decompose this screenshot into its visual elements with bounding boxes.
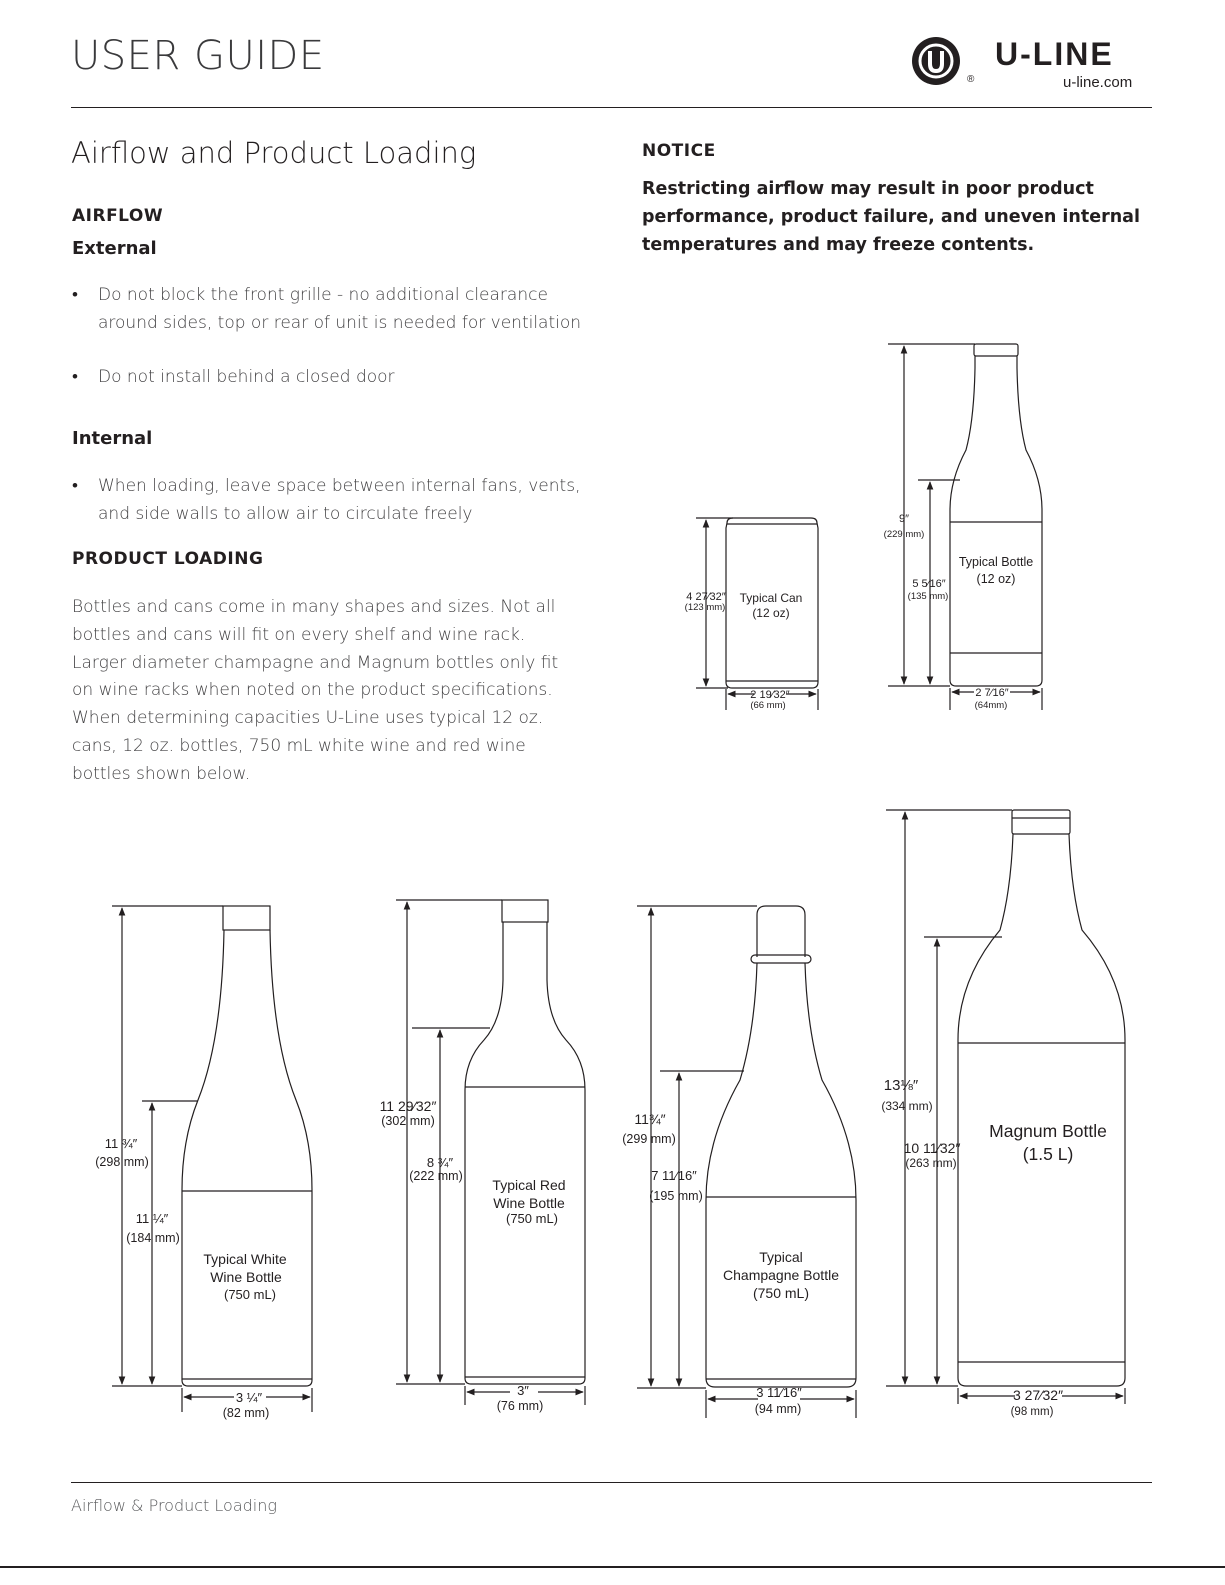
registered-mark: ® bbox=[967, 74, 975, 85]
red-wine-width-mm: (76 mm) bbox=[496, 1399, 544, 1413]
can-width-mm: (66 mm) bbox=[750, 700, 786, 711]
magnum-width-mm: (98 mm) bbox=[1010, 1406, 1054, 1418]
champagne-shoulder-inches: 7 11⁄16″ bbox=[651, 1168, 697, 1183]
bottle-height-mm: (229 mm) bbox=[883, 529, 925, 540]
section-title: Airflow and Product Loading bbox=[71, 136, 477, 170]
red-wine-shoulder-mm: (222 mm) bbox=[409, 1169, 463, 1183]
champagne-width-inches: 3 11⁄16″ bbox=[756, 1385, 802, 1400]
list-item-text: Do not install behind a closed door bbox=[98, 367, 395, 387]
bottle-height-inches: 9″ bbox=[898, 513, 910, 525]
white-wine-label-line2: Wine Bottle bbox=[210, 1269, 282, 1285]
footer-text: Airflow & Product Loading bbox=[71, 1496, 277, 1515]
magnum-label-line2: (1.5 L) bbox=[1022, 1144, 1074, 1164]
bullet-icon: • bbox=[72, 367, 78, 387]
champagne-height-inches: 11¾″ bbox=[634, 1111, 666, 1127]
external-heading: External bbox=[72, 238, 157, 259]
bullet-icon: • bbox=[72, 476, 78, 496]
list-item-text: Do not block the front grille - no additional clearance around sides, top or rear of unit is needed for ventilation bbox=[98, 285, 582, 333]
can-height-inches: 4 27⁄32″ bbox=[686, 591, 726, 603]
airflow-heading: AIRFLOW bbox=[72, 206, 164, 226]
internal-heading: Internal bbox=[72, 428, 153, 449]
champagne-label-line2: Champagne Bottle bbox=[723, 1267, 839, 1283]
white-wine-width-mm: (82 mm) bbox=[222, 1406, 270, 1420]
bottle-width-inches: 2 7⁄16″ bbox=[975, 687, 1009, 699]
bottle-label-line1: Typical Bottle bbox=[958, 555, 1034, 569]
magnum-width-inches: 3 27⁄32″ bbox=[1012, 1387, 1064, 1403]
champagne-label-line1: Typical bbox=[759, 1249, 803, 1265]
can-height-mm: (123 mm) bbox=[684, 602, 726, 613]
bottle-shoulder-inches: 5 5⁄16″ bbox=[912, 578, 946, 590]
champagne-width-mm: (94 mm) bbox=[754, 1402, 802, 1416]
champagne-height-mm: (299 mm) bbox=[622, 1132, 676, 1146]
bottle-width-mm: (64mm) bbox=[974, 700, 1008, 711]
red-wine-height-mm: (302 mm) bbox=[381, 1114, 435, 1128]
bottle-drawing bbox=[888, 344, 1042, 710]
white-wine-label-line3: (750 mL) bbox=[223, 1287, 277, 1302]
product-loading-paragraph: Bottles and cans come in many shapes and sizes. Not all bottles and cans will fit on every shelf and wine rack. Larger diameter champagne and Magnum bottles only fit on wine racks when noted on the product specifications. When determining capacities U-Line uses typical 12 oz. cans, 12 oz. bottles, 750 mL white wine and red wine bottles shown below. bbox=[72, 597, 559, 784]
magnum-shoulder-inches: 10 11⁄32″ bbox=[903, 1140, 961, 1156]
list-item-text: When loading, leave space between internal fans, vents, and side walls to allow air to circulate freely bbox=[98, 476, 581, 524]
white-wine-height-inches: 11 ¾″ bbox=[104, 1136, 138, 1151]
white-wine-width-inches: 3 ¼″ bbox=[235, 1390, 263, 1405]
red-wine-label-line3: (750 mL) bbox=[505, 1211, 559, 1226]
magnum-label-line1: Magnum Bottle bbox=[989, 1121, 1107, 1141]
document-title: USER GUIDE bbox=[71, 33, 325, 79]
magnum-shoulder-mm: (263 mm) bbox=[905, 1156, 957, 1170]
champagne-shoulder-mm: (195 mm) bbox=[649, 1189, 703, 1203]
footer-divider bbox=[71, 1482, 1152, 1483]
white-wine-shoulder-mm: (184 mm) bbox=[126, 1231, 180, 1245]
bottle-label-line2: (12 oz) bbox=[976, 572, 1016, 586]
brand-url: u-line.com bbox=[1063, 74, 1133, 91]
magnum-height-inches: 13⅛″ bbox=[883, 1077, 919, 1094]
brand-name: U-LINE bbox=[995, 36, 1114, 72]
red-wine-label-line2: Wine Bottle bbox=[493, 1195, 565, 1211]
bullet-icon: • bbox=[72, 285, 78, 305]
red-wine-bottle-drawing bbox=[396, 900, 585, 1405]
bottle-shoulder-mm: (135 mm) bbox=[907, 591, 949, 602]
red-wine-height-inches: 11 29⁄32″ bbox=[379, 1098, 437, 1114]
white-wine-shoulder-inches: 11 ¼″ bbox=[135, 1211, 169, 1226]
can-width-inches: 2 19⁄32″ bbox=[750, 689, 790, 701]
red-wine-shoulder-inches: 8 ¾″ bbox=[426, 1155, 454, 1170]
notice-title: NOTICE bbox=[642, 141, 716, 161]
white-wine-label-line1: Typical White bbox=[203, 1251, 287, 1267]
can-label-line2: (12 oz) bbox=[752, 606, 790, 620]
can-label-line1: Typical Can bbox=[739, 591, 803, 605]
champagne-label-line3: (750 mL) bbox=[752, 1285, 810, 1301]
product-loading-heading: PRODUCT LOADING bbox=[72, 549, 264, 569]
notice-text: Restricting airflow may result in poor product performance, product failure, and uneven internal temperatures and may freeze contents. bbox=[642, 179, 1140, 255]
magnum-height-mm: (334 mm) bbox=[881, 1099, 933, 1113]
white-wine-height-mm: (298 mm) bbox=[95, 1155, 149, 1169]
red-wine-width-inches: 3″ bbox=[517, 1383, 529, 1398]
page-edge-line bbox=[0, 1566, 1225, 1568]
champagne-bottle-drawing bbox=[637, 906, 856, 1418]
red-wine-label-line1: Typical Red bbox=[492, 1177, 566, 1193]
